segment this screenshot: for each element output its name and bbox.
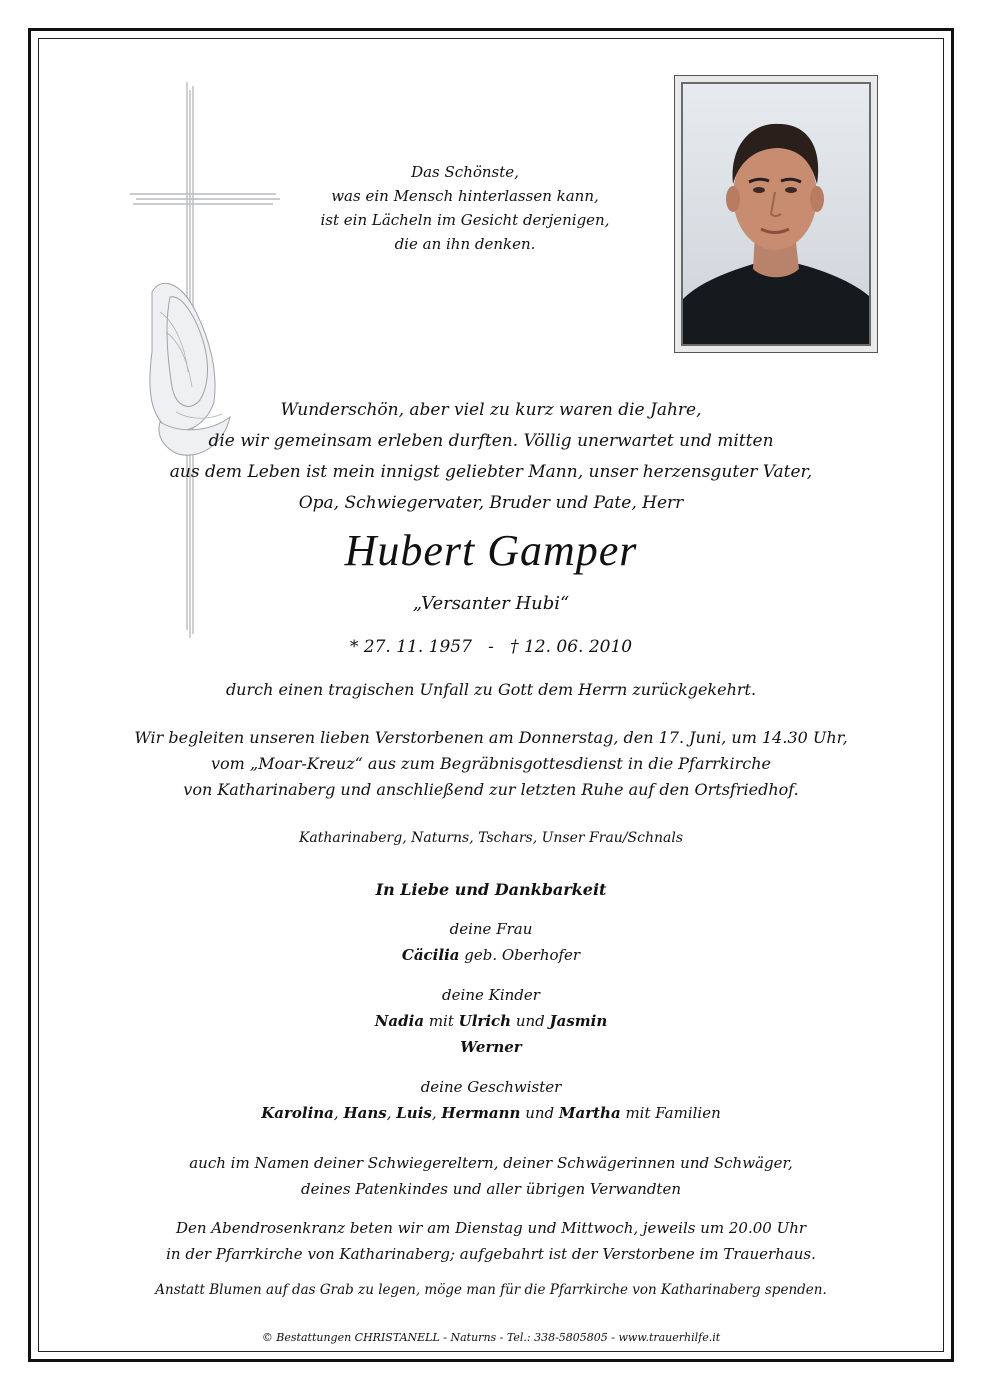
portrait-frame	[674, 75, 878, 353]
child-name-3: Werner	[460, 1038, 522, 1056]
sibling-3: Luis	[396, 1104, 432, 1122]
sibling-2: Hans	[343, 1104, 387, 1122]
children-mit: mit	[424, 1012, 459, 1030]
places-list: Katharinaberg, Naturns, Tschars, Unser Frau/Schnals	[298, 830, 684, 846]
children-und: und	[511, 1012, 550, 1030]
rosary-line-2: in der Pfarrkirche von Katharinaberg; aufgebahrt ist der Verstorbene im Trauerhaus.	[166, 1245, 816, 1263]
gratitude-heading: In Liebe und Dankbarkeit	[375, 880, 607, 899]
child-partner-name: Ulrich	[458, 1012, 512, 1030]
funeral-line-2: vom „Moar-Kreuz“ aus zum Begräbnisgottesdienst in die Pfarrkirche	[211, 754, 771, 773]
portrait-photo	[681, 82, 871, 346]
intro-line-1: Wunderschön, aber viel zu kurz waren die Jahre,	[280, 400, 702, 420]
also-line-2: deines Patenkindes und aller übrigen Verwandten	[301, 1180, 681, 1198]
deceased-name: Hubert Gamper	[344, 526, 638, 575]
deceased-nickname: „Versanter Hubi“	[412, 593, 570, 614]
siblings-rest: mit Familien	[620, 1104, 721, 1122]
child-name-2: Jasmin	[549, 1012, 608, 1030]
memorial-quote	[300, 160, 630, 256]
wife-name: Cäcilia	[401, 946, 460, 964]
funeral-line-3: von Katharinaberg und anschließend zur letzten Ruhe auf den Ortsfriedhof.	[183, 780, 799, 799]
wife-maiden: geb. Oberhofer	[459, 946, 581, 964]
wife-label: deine Frau	[449, 920, 533, 938]
quote-line-2: was ein Mensch hinterlassen kann,	[331, 187, 599, 205]
sibling-und: und	[520, 1104, 559, 1122]
quote-line-1: Das Schönste,	[411, 163, 519, 181]
children-label: deine Kinder	[442, 986, 540, 1004]
announcement-text: durch einen tragischen Unfall zu Gott dem Herrn zurückgekehrt.	[225, 680, 757, 699]
funeral-home-footer: © Bestattungen CHRISTANELL - Naturns - Tel.: 338-5805805 - www.trauerhilfe.it	[261, 1331, 721, 1344]
intro-line-4: Opa, Schwiegervater, Bruder und Pate, Herr	[298, 493, 684, 513]
intro-line-3: aus dem Leben ist mein innigst geliebter Mann, unser herzensguter Vater,	[169, 462, 813, 482]
funeral-details	[0, 725, 982, 803]
quote-line-4: die an ihn denken.	[394, 235, 536, 253]
life-dates: * 27. 11. 1957 - † 12. 06. 2010	[349, 637, 633, 657]
sibling-1: Karolina	[261, 1104, 334, 1122]
sibling-4: Hermann	[441, 1104, 521, 1122]
also-on-behalf	[0, 1150, 982, 1202]
child-name-1: Nadia	[374, 1012, 425, 1030]
intro-line-2: die wir gemeinsam erleben durften. Völlig unerwartet und mitten	[208, 431, 774, 451]
rosary-details	[0, 1215, 982, 1267]
intro-text	[0, 395, 982, 519]
sibling-sep-1: ,	[333, 1104, 344, 1122]
sibling-sep-3: ,	[431, 1104, 442, 1122]
sibling-5: Martha	[558, 1104, 621, 1122]
quote-line-3: ist ein Lächeln im Gesicht derjenigen,	[320, 211, 610, 229]
also-line-1: auch im Namen deiner Schwiegereltern, deiner Schwägerinnen und Schwäger,	[189, 1154, 793, 1172]
children-line	[0, 1012, 982, 1030]
rosary-line-1: Den Abendrosenkranz beten wir am Dienstag und Mittwoch, jeweils um 20.00 Uhr	[175, 1219, 807, 1237]
siblings-line	[0, 1104, 982, 1122]
funeral-line-1: Wir begleiten unseren lieben Verstorbenen am Donnerstag, den 17. Juni, um 14.30 Uhr,	[134, 728, 848, 747]
siblings-label: deine Geschwister	[420, 1078, 562, 1096]
wife-line	[0, 946, 982, 964]
sibling-sep-2: ,	[386, 1104, 397, 1122]
flowers-note: Anstatt Blumen auf das Grab zu legen, möge man für die Pfarrkirche von Katharinaberg spenden.	[155, 1282, 827, 1298]
